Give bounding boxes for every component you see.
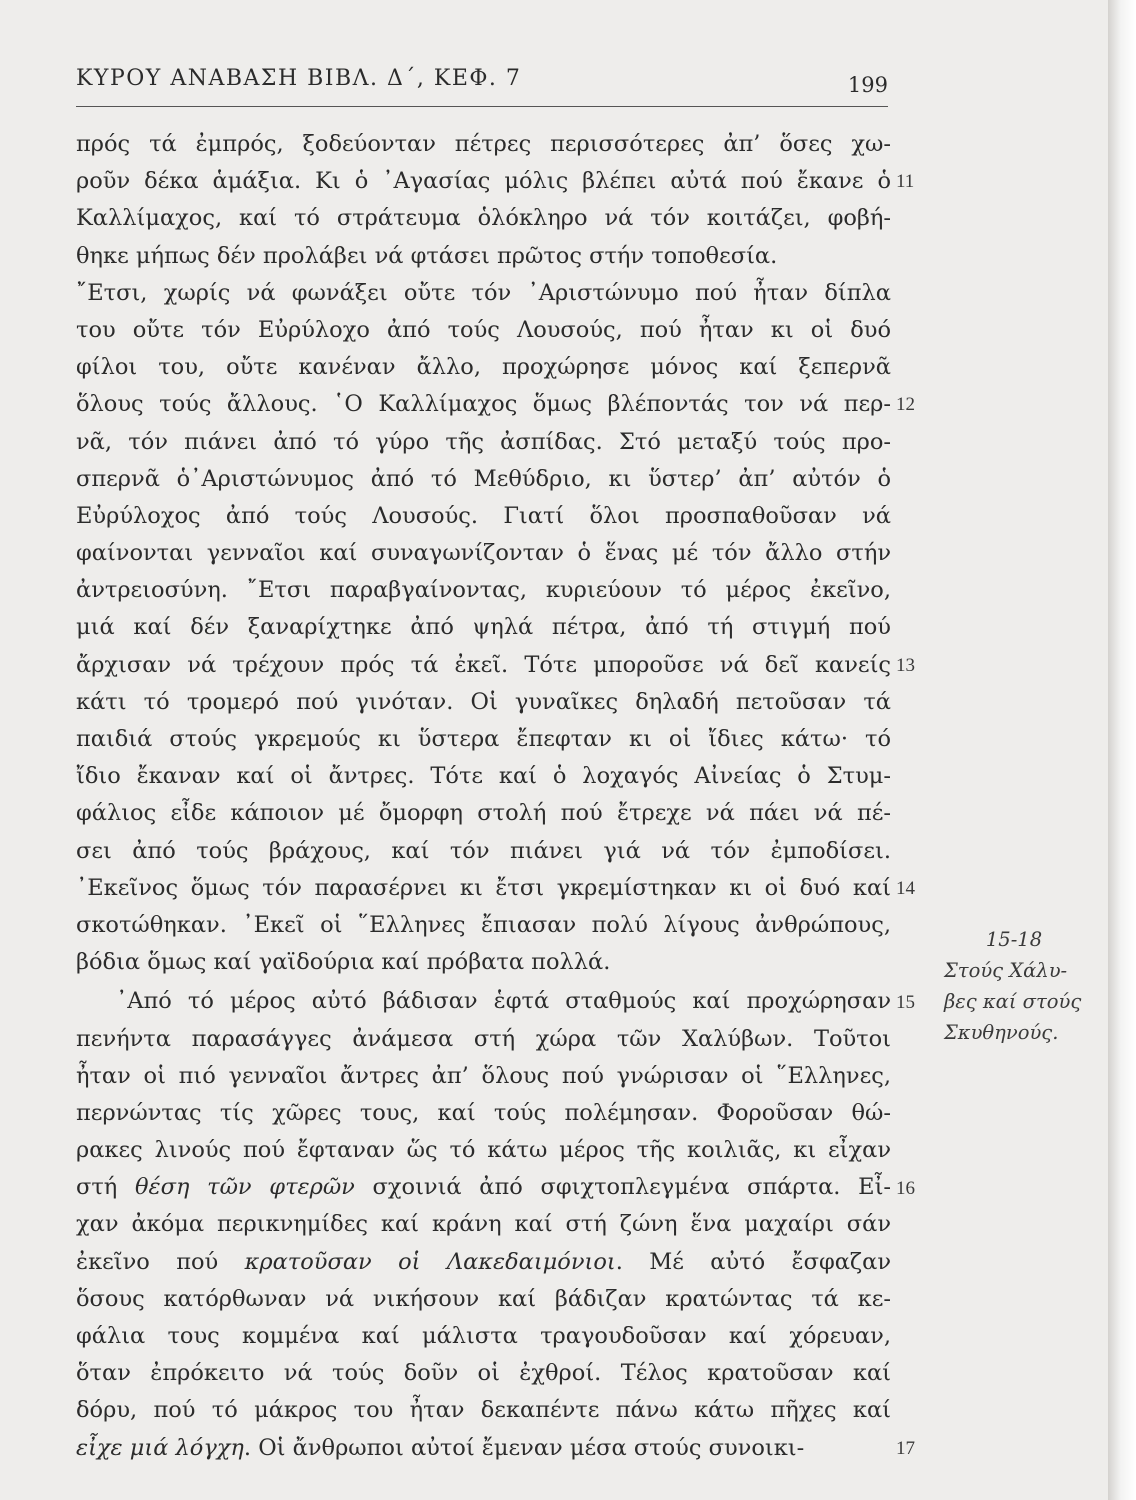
italic-segment: κρατοῦσαν οἱ Λακεδαιμόνιοι xyxy=(244,1248,616,1275)
margin-note-line: Σκυθηνούς. xyxy=(944,1021,1059,1044)
section-number: 17 xyxy=(896,1438,915,1459)
text-segment: σχοινιά ἀπό σφιχτοπλεγμένα σπάρτα. Εἶ- xyxy=(354,1174,891,1201)
text-line: πρός τά ἐμπρός, ξοδεύονταν πέτρες περισσότερες ἀπ’ ὅσες χω- xyxy=(76,131,891,157)
text-line: φαίνονται γενναῖοι καί συναγωνίζονταν ὁ ἕνας μέ τόν ἄλλο στήν xyxy=(76,540,891,567)
text-line: σπερνᾶ ὁ᾿Αριστώνυμος ἀπό τό Μεθύδριο, κι ὕστερ’ ἀπ’ αὐτόν ὁ xyxy=(76,465,891,492)
section-number: 16 xyxy=(896,1177,915,1199)
text-line: φάλιος εἶδε κάποιον μέ ὄμορφη στολή πού ἔτρεχε νά πάει νά πέ- xyxy=(76,800,891,827)
text-line: νᾶ, τόν πιάνει ἀπό τό γύρο τῆς ἀσπίδας. Στό μεταξύ τούς προ- xyxy=(76,428,891,455)
section-number: 11 xyxy=(896,171,915,193)
text-line xyxy=(76,1244,891,1281)
text-segment: . Οἱ ἄνθρωποι αὐτοί ἔμεναν μέσα στούς συνοικι- xyxy=(243,1434,805,1461)
text-line: ἦταν οἱ πιό γενναῖοι ἄντρες ἀπ’ ὅλους πού γνώρισαν οἱ ῞Ελληνες, xyxy=(76,1062,891,1089)
italic-segment: εἶχε μιά λόγχη xyxy=(76,1434,244,1461)
text-line: ἄρχισαν νά τρέχουν πρός τά ἐκεῖ. Τότε μποροῦσε νά δεῖ κανείς xyxy=(76,651,891,678)
text-line xyxy=(76,1430,891,1467)
text-line: μιά καί δέν ξαναρίχτηκε ἀπό ψηλά πέτρα, ἀπό τή στιγμή πού xyxy=(76,614,891,641)
page-number: 199 xyxy=(847,73,888,97)
text-line: ἀντρειοσύνη. ῎Ετσι παραβγαίνοντας, κυριεύουν τό μέρος ἐκεῖνο, xyxy=(76,577,891,604)
text-line: ᾿Από τό μέρος αὐτό βάδισαν ἑφτά σταθμούς καί προχώρησαν xyxy=(116,988,891,1015)
text-line: ὅταν ἐπρόκειτο νά τούς δοῦν οἱ ἐχθροί. Τέλος κρατοῦσαν καί xyxy=(76,1360,891,1387)
text-segment: ἐκεῖνο πού xyxy=(76,1248,245,1275)
text-line: φάλια τους κομμένα καί μάλιστα τραγουδοῦσαν καί χόρευαν, xyxy=(76,1323,891,1349)
margin-note xyxy=(944,924,1084,1048)
text-line: περνώντας τίς χῶρες τους, καί τούς πολέμησαν. Φοροῦσαν θώ- xyxy=(76,1099,891,1126)
text-line: ὅλους τούς ἄλλους. ῾Ο Καλλίμαχος ὅμως βλέποντάς τον νά περ- xyxy=(76,391,891,418)
section-number: 13 xyxy=(896,654,915,676)
italic-segment: θέση τῶν φτερῶν xyxy=(134,1174,355,1201)
section-number: 12 xyxy=(896,394,915,416)
text-line: κάτι τό τρομερό πού γινόταν. Οἱ γυναῖκες δηλαδή πετοῦσαν τά xyxy=(76,688,891,715)
section-number: 14 xyxy=(896,878,915,899)
text-line: ὅσους κατόρθωναν νά νικήσουν καί βάδιζαν κρατώντας τά κε- xyxy=(76,1285,891,1312)
page-header xyxy=(76,66,888,107)
text-line: του οὔτε τόν Εὐρύλοχο ἀπό τούς Λουσούς, πού ἦταν κι οἱ δυό xyxy=(76,316,891,343)
text-line: δόρυ, πού τό μάκρος του ἦταν δεκαπέντε πάνω κάτω πῆχες καί xyxy=(76,1397,891,1424)
margin-note-line: βες καί στούς xyxy=(944,990,1082,1013)
text-line: παιδιά στούς γκρεμούς κι ὕστερα ἔπεφταν κι οἱ ἴδιες κάτω· τό xyxy=(76,726,891,752)
text-line: ᾿Εκεῖνος ὅμως τόν παρασέρνει κι ἔτσι γκρεμίστηκαν κι οἱ δυό καί xyxy=(76,874,891,901)
margin-note-line: Στούς Χάλυ- xyxy=(944,959,1068,982)
text-line: ροῦν δέκα ἁμάξια. Κι ὁ ᾿Αγασίας μόλις βλέπει αὐτά πού ἔκανε ὁ xyxy=(76,168,891,195)
section-number: 15 xyxy=(896,991,915,1013)
text-line: φίλοι του, οὔτε κανέναν ἄλλο, προχώρησε μόνος καί ξεπερνᾶ xyxy=(76,354,891,381)
margin-note-range: 15-18 xyxy=(985,928,1043,951)
text-line: ἴδιο ἔκαναν καί οἱ ἄντρες. Τότε καί ὁ λοχαγός Αἰνείας ὁ Στυμ- xyxy=(76,763,891,790)
text-line: Καλλίμαχος, καί τό στράτευμα ὁλόκληρο νά τόν κοιτάζει, φοβή- xyxy=(76,205,891,232)
text-line: Εὐρύλοχος ἀπό τούς Λουσούς. Γιατί ὅλοι προσπαθοῦσαν νά xyxy=(76,502,891,529)
text-line: θηκε μήπως δέν προλάβει νά φτάσει πρῶτος στήν τοποθεσία. xyxy=(76,242,778,269)
text-line: σει ἀπό τούς βράχους, καί τόν πιάνει γιά νά τόν ἐμποδίσει. xyxy=(76,837,891,864)
body-text xyxy=(76,126,891,1467)
text-line: χαν ἀκόμα περικνημίδες καί κράνη καί στή ζώνη ἕνα μαχαίρι σάν xyxy=(76,1211,891,1238)
running-head: ΚΥΡΟΥ ΑΝΑΒΑΣΗ ΒΙΒΛ. Δ΄, ΚΕΦ. 7 xyxy=(76,66,522,91)
page-edge-shadow xyxy=(1108,0,1136,1500)
text-line: πενήντα παρασάγγες ἀνάμεσα στή χώρα τῶν Χαλύβων. Τοῦτοι xyxy=(76,1025,891,1052)
text-line: βόδια ὅμως καί γαϊδούρια καί πρόβατα πολλά. xyxy=(76,949,611,976)
text-segment: . Μέ αὐτό ἔσφαζαν xyxy=(615,1248,892,1275)
text-line: ρακες λινούς πού ἔφταναν ὥς τό κάτω μέρος τῆς κοιλιᾶς, κι εἶχαν xyxy=(76,1137,891,1164)
text-line xyxy=(76,1169,891,1206)
text-segment: στή xyxy=(76,1174,135,1201)
text-line: ῎Ετσι, χωρίς νά φωνάξει οὔτε τόν ᾿Αριστώνυμο πού ἦταν δίπλα xyxy=(76,279,891,306)
text-line: σκοτώθηκαν. ᾿Εκεῖ οἱ ῞Ελληνες ἔπιασαν πολύ λίγους ἀνθρώπους, xyxy=(76,911,891,938)
